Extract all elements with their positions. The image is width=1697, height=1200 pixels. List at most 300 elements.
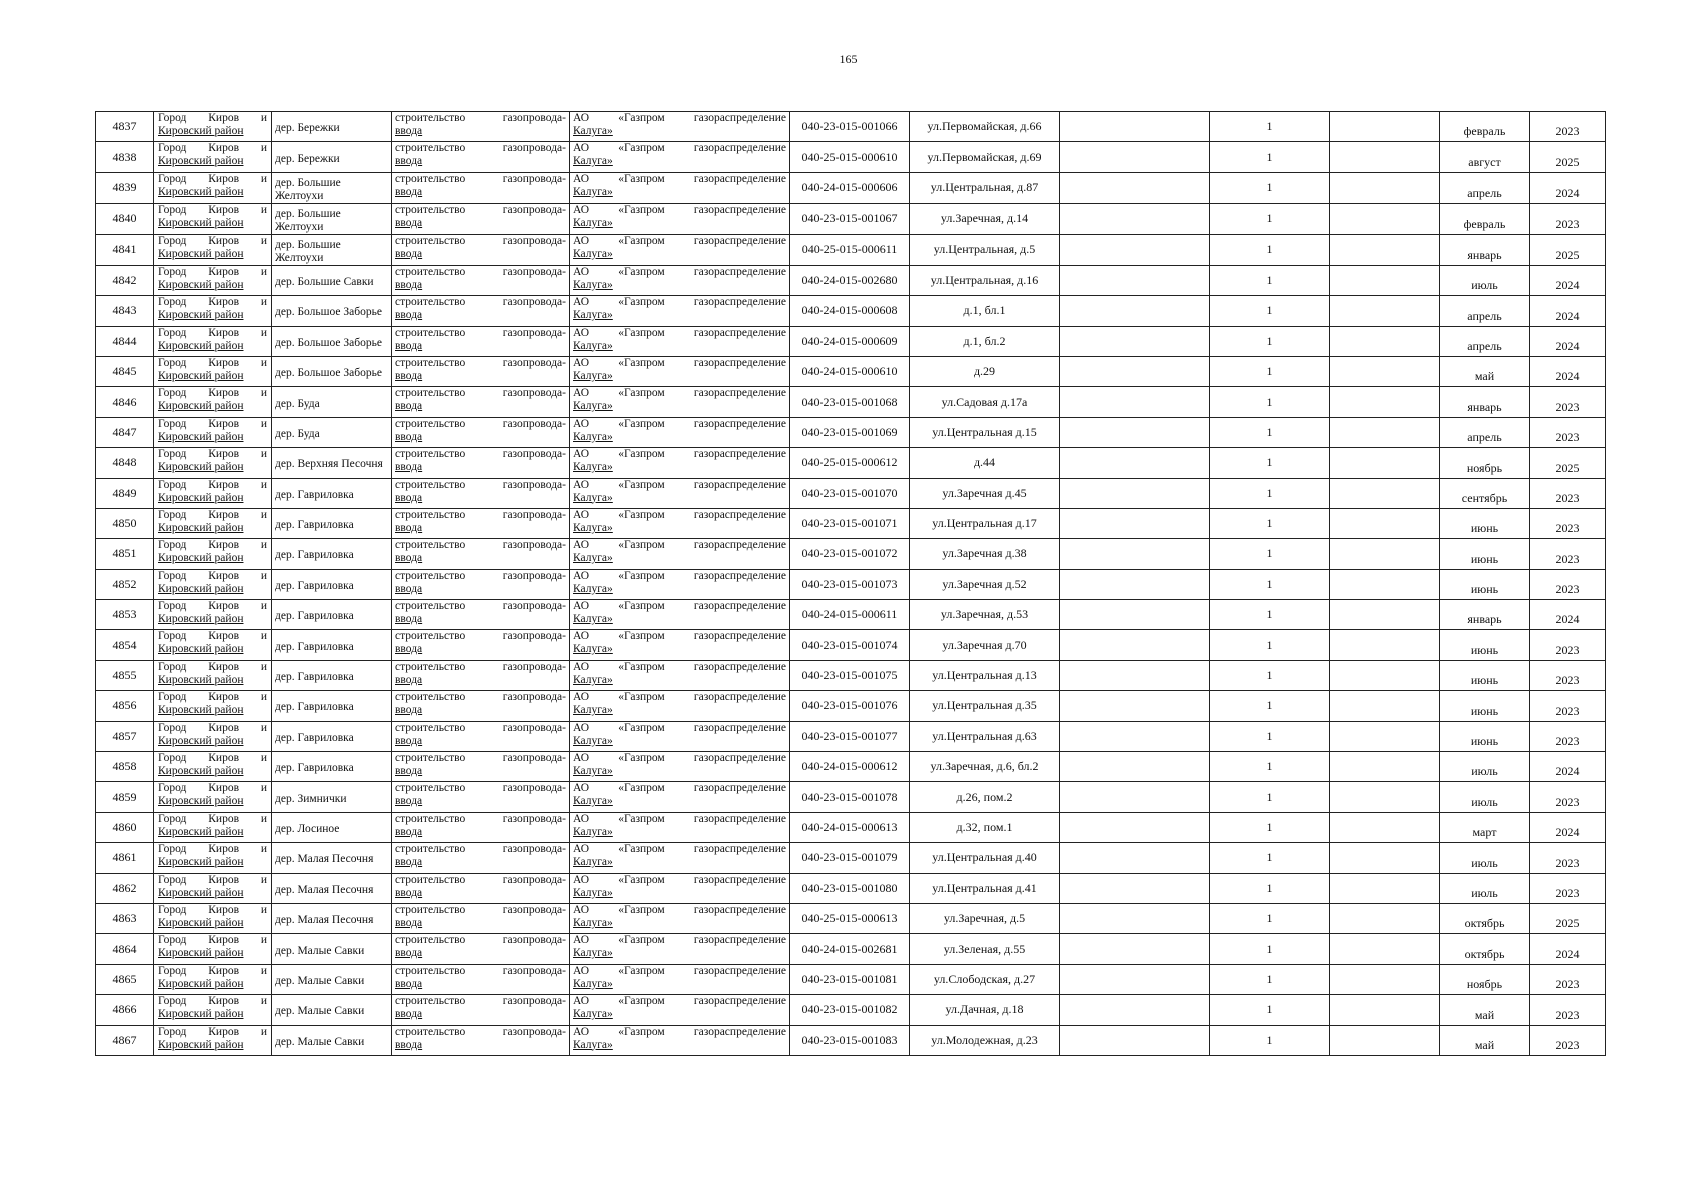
month-cell: май xyxy=(1440,1025,1530,1055)
work-type-word: газопровода- xyxy=(502,1025,566,1038)
organization-word: газораспределение xyxy=(693,995,786,1008)
work-type-cell xyxy=(392,387,570,417)
work-type-word: строительство xyxy=(395,296,466,309)
table-row xyxy=(96,356,1606,386)
organization-cell xyxy=(570,234,790,265)
empty-cell xyxy=(1330,934,1440,964)
quantity-cell: 1 xyxy=(1210,387,1330,417)
municipality-cell xyxy=(154,326,272,356)
work-type-line2: ввода xyxy=(395,461,423,474)
municipality-district: Кировский район xyxy=(158,216,244,229)
municipality-district: Кировский район xyxy=(158,185,244,198)
month-cell: июль xyxy=(1440,265,1530,295)
object-code-cell: 040-23-015-001080 xyxy=(790,873,910,903)
work-type-word: строительство xyxy=(395,448,466,461)
organization-cell xyxy=(570,721,790,751)
table-row xyxy=(96,691,1606,721)
table-row xyxy=(96,112,1606,142)
object-code-cell: 040-24-015-000610 xyxy=(790,356,910,386)
table-row xyxy=(96,630,1606,660)
month-cell: январь xyxy=(1440,387,1530,417)
organization-word: АО xyxy=(573,234,590,247)
organization-word: газораспределение xyxy=(693,691,786,704)
table-row xyxy=(96,478,1606,508)
empty-cell xyxy=(1330,203,1440,234)
work-type-word: строительство xyxy=(395,142,466,155)
year-cell: 2023 xyxy=(1530,387,1606,417)
organization-line2: Калуга» xyxy=(573,125,613,137)
row-number: 4859 xyxy=(96,782,154,812)
municipality-word: Город xyxy=(158,112,187,124)
organization-word: АО xyxy=(573,721,590,734)
village-cell: дер. Большие Желтоухи xyxy=(272,234,392,265)
organization-word: газораспределение xyxy=(693,112,786,124)
work-type-cell xyxy=(392,1025,570,1055)
work-type-line2: ввода xyxy=(395,309,423,322)
empty-cell xyxy=(1060,934,1210,964)
municipality-word: Киров xyxy=(208,782,240,795)
organization-word: «Газпром xyxy=(618,142,665,155)
month-cell: сентябрь xyxy=(1440,478,1530,508)
row-number: 4850 xyxy=(96,508,154,538)
organization-line2: Калуга» xyxy=(573,916,613,929)
empty-cell xyxy=(1060,721,1210,751)
municipality-word: и xyxy=(260,569,267,582)
village-cell: дер. Малые Савки xyxy=(272,964,392,994)
work-type-word: газопровода- xyxy=(502,539,566,552)
municipality-district: Кировский район xyxy=(158,491,244,504)
year-cell: 2025 xyxy=(1530,234,1606,265)
work-type-line2: ввода xyxy=(395,339,423,352)
table-row xyxy=(96,843,1606,873)
municipality-district: Кировский район xyxy=(158,734,244,747)
municipality-cell xyxy=(154,203,272,234)
address-cell: д.44 xyxy=(910,448,1060,478)
municipality-word: и xyxy=(260,782,267,795)
organization-word: «Газпром xyxy=(618,356,665,369)
municipality-word: Город xyxy=(158,995,187,1008)
municipality-word: Киров xyxy=(208,539,240,552)
work-type-cell xyxy=(392,356,570,386)
organization-cell xyxy=(570,660,790,690)
organization-word: АО xyxy=(573,600,590,613)
work-type-word: газопровода- xyxy=(502,478,566,491)
municipality-district: Кировский район xyxy=(158,916,244,929)
organization-word: «Газпром xyxy=(618,569,665,582)
organization-word: газораспределение xyxy=(693,265,786,278)
table-row xyxy=(96,782,1606,812)
organization-word: «Газпром xyxy=(618,508,665,521)
object-code-cell: 040-23-015-001078 xyxy=(790,782,910,812)
work-type-word: газопровода- xyxy=(502,812,566,825)
object-code-cell: 040-23-015-001068 xyxy=(790,387,910,417)
organization-word: «Газпром xyxy=(618,691,665,704)
work-type-cell xyxy=(392,752,570,782)
municipality-word: Киров xyxy=(208,630,240,643)
municipality-district: Кировский район xyxy=(158,643,244,656)
village-cell: дер. Гавриловка xyxy=(272,630,392,660)
organization-line2: Калуга» xyxy=(573,309,613,322)
work-type-word: строительство xyxy=(395,417,466,430)
table-row xyxy=(96,903,1606,933)
organization-word: АО xyxy=(573,782,590,795)
municipality-word: Город xyxy=(158,356,187,369)
organization-word: газораспределение xyxy=(693,630,786,643)
empty-cell xyxy=(1060,296,1210,326)
work-type-word: газопровода- xyxy=(502,387,566,400)
month-cell: ноябрь xyxy=(1440,448,1530,478)
empty-cell xyxy=(1060,812,1210,842)
address-cell: ул.Заречная д.38 xyxy=(910,539,1060,569)
work-type-line2: ввода xyxy=(395,704,423,717)
year-cell: 2023 xyxy=(1530,873,1606,903)
work-type-word: газопровода- xyxy=(502,721,566,734)
municipality-word: Киров xyxy=(208,752,240,765)
address-cell: ул.Зеленая, д.55 xyxy=(910,934,1060,964)
municipality-word: Город xyxy=(158,478,187,491)
row-number: 4840 xyxy=(96,203,154,234)
row-number: 4866 xyxy=(96,995,154,1025)
municipality-word: Город xyxy=(158,964,187,977)
table-row xyxy=(96,934,1606,964)
year-cell: 2024 xyxy=(1530,172,1606,203)
organization-word: АО xyxy=(573,326,590,339)
organization-word: «Газпром xyxy=(618,448,665,461)
table-row xyxy=(96,721,1606,751)
municipality-word: Город xyxy=(158,296,187,309)
month-cell: ноябрь xyxy=(1440,964,1530,994)
table-row xyxy=(96,995,1606,1025)
municipality-district: Кировский район xyxy=(158,795,244,808)
work-type-word: строительство xyxy=(395,539,466,552)
empty-cell xyxy=(1060,448,1210,478)
organization-line2: Калуга» xyxy=(573,704,613,717)
work-type-word: газопровода- xyxy=(502,782,566,795)
work-type-word: строительство xyxy=(395,265,466,278)
village-cell: дер. Малые Савки xyxy=(272,995,392,1025)
organization-line2: Калуга» xyxy=(573,643,613,656)
municipality-district: Кировский район xyxy=(158,582,244,595)
empty-cell xyxy=(1330,660,1440,690)
empty-cell xyxy=(1330,873,1440,903)
quantity-cell: 1 xyxy=(1210,1025,1330,1055)
empty-cell xyxy=(1330,691,1440,721)
municipality-cell xyxy=(154,172,272,203)
work-type-word: газопровода- xyxy=(502,691,566,704)
work-type-word: газопровода- xyxy=(502,296,566,309)
municipality-word: Киров xyxy=(208,326,240,339)
work-type-word: газопровода- xyxy=(502,569,566,582)
organization-word: АО xyxy=(573,265,590,278)
municipality-cell xyxy=(154,569,272,599)
organization-word: АО xyxy=(573,630,590,643)
row-number: 4864 xyxy=(96,934,154,964)
work-type-line2: ввода xyxy=(395,947,423,960)
year-cell: 2023 xyxy=(1530,691,1606,721)
row-number: 4853 xyxy=(96,600,154,630)
work-type-word: газопровода- xyxy=(502,326,566,339)
organization-word: «Газпром xyxy=(618,539,665,552)
municipality-cell xyxy=(154,782,272,812)
municipality-word: Город xyxy=(158,752,187,765)
work-type-word: строительство xyxy=(395,903,466,916)
organization-cell xyxy=(570,995,790,1025)
address-cell: д.1, бл.1 xyxy=(910,296,1060,326)
address-cell: ул.Заречная д.70 xyxy=(910,630,1060,660)
organization-cell xyxy=(570,630,790,660)
row-number: 4855 xyxy=(96,660,154,690)
year-cell: 2023 xyxy=(1530,843,1606,873)
quantity-cell: 1 xyxy=(1210,873,1330,903)
year-cell: 2024 xyxy=(1530,600,1606,630)
quantity-cell: 1 xyxy=(1210,265,1330,295)
row-number: 4856 xyxy=(96,691,154,721)
month-cell: июнь xyxy=(1440,630,1530,660)
empty-cell xyxy=(1060,660,1210,690)
object-code-cell: 040-24-015-000611 xyxy=(790,600,910,630)
work-type-cell xyxy=(392,172,570,203)
village-cell: дер. Малая Песочня xyxy=(272,873,392,903)
work-type-line2: ввода xyxy=(395,765,423,778)
organization-word: АО xyxy=(573,112,590,124)
municipality-word: Киров xyxy=(208,843,240,856)
municipality-district: Кировский район xyxy=(158,400,244,413)
table-row xyxy=(96,508,1606,538)
organization-word: газораспределение xyxy=(693,721,786,734)
quantity-cell: 1 xyxy=(1210,569,1330,599)
quantity-cell: 1 xyxy=(1210,843,1330,873)
municipality-word: Город xyxy=(158,812,187,825)
organization-line2: Калуга» xyxy=(573,856,613,869)
municipality-word: Киров xyxy=(208,1025,240,1038)
organization-word: «Газпром xyxy=(618,1025,665,1038)
municipality-word: Киров xyxy=(208,234,240,247)
organization-line2: Калуга» xyxy=(573,339,613,352)
year-cell: 2025 xyxy=(1530,142,1606,172)
empty-cell xyxy=(1060,903,1210,933)
year-cell: 2023 xyxy=(1530,721,1606,751)
work-type-line2: ввода xyxy=(395,278,423,291)
work-type-word: строительство xyxy=(395,508,466,521)
organization-word: газораспределение xyxy=(693,296,786,309)
organization-word: газораспределение xyxy=(693,600,786,613)
municipality-word: и xyxy=(260,326,267,339)
organization-word: АО xyxy=(573,569,590,582)
year-cell: 2023 xyxy=(1530,782,1606,812)
quantity-cell: 1 xyxy=(1210,172,1330,203)
organization-line2: Калуга» xyxy=(573,947,613,960)
object-code-cell: 040-23-015-001070 xyxy=(790,478,910,508)
municipality-word: Город xyxy=(158,265,187,278)
municipality-cell xyxy=(154,721,272,751)
empty-cell xyxy=(1060,478,1210,508)
municipality-word: Киров xyxy=(208,142,240,155)
municipality-word: Город xyxy=(158,873,187,886)
year-cell: 2023 xyxy=(1530,660,1606,690)
year-cell: 2023 xyxy=(1530,203,1606,234)
month-cell: январь xyxy=(1440,600,1530,630)
organization-word: АО xyxy=(573,691,590,704)
village-cell: дер. Гавриловка xyxy=(272,660,392,690)
work-type-line2: ввода xyxy=(395,369,423,382)
address-cell: ул.Садовая д.17а xyxy=(910,387,1060,417)
organization-word: АО xyxy=(573,934,590,947)
empty-cell xyxy=(1330,569,1440,599)
empty-cell xyxy=(1060,782,1210,812)
row-number: 4839 xyxy=(96,172,154,203)
object-code-cell: 040-23-015-001067 xyxy=(790,203,910,234)
municipality-cell xyxy=(154,1025,272,1055)
organization-word: газораспределение xyxy=(693,142,786,155)
work-type-line2: ввода xyxy=(395,247,423,260)
organization-cell xyxy=(570,843,790,873)
table-row xyxy=(96,387,1606,417)
organization-word: «Газпром xyxy=(618,903,665,916)
row-number: 4858 xyxy=(96,752,154,782)
organization-cell xyxy=(570,387,790,417)
organization-cell xyxy=(570,873,790,903)
work-type-line2: ввода xyxy=(395,430,423,443)
municipality-word: и xyxy=(260,630,267,643)
quantity-cell: 1 xyxy=(1210,356,1330,386)
object-code-cell: 040-23-015-001072 xyxy=(790,539,910,569)
organization-word: газораспределение xyxy=(693,387,786,400)
organization-word: «Газпром xyxy=(618,387,665,400)
address-cell: д.26, пом.2 xyxy=(910,782,1060,812)
municipality-word: Город xyxy=(158,142,187,155)
work-type-line2: ввода xyxy=(395,155,423,168)
organization-word: «Газпром xyxy=(618,964,665,977)
work-type-line2: ввода xyxy=(395,613,423,626)
organization-word: «Газпром xyxy=(618,873,665,886)
municipality-district: Кировский район xyxy=(158,886,244,899)
year-cell: 2024 xyxy=(1530,326,1606,356)
municipality-word: и xyxy=(260,600,267,613)
organization-cell xyxy=(570,508,790,538)
quantity-cell: 1 xyxy=(1210,142,1330,172)
organization-cell xyxy=(570,326,790,356)
organization-word: АО xyxy=(573,812,590,825)
empty-cell xyxy=(1060,203,1210,234)
object-code-cell: 040-23-015-001074 xyxy=(790,630,910,660)
municipality-district: Кировский район xyxy=(158,947,244,960)
row-number: 4857 xyxy=(96,721,154,751)
municipality-word: Киров xyxy=(208,417,240,430)
organization-cell xyxy=(570,812,790,842)
organization-word: АО xyxy=(573,873,590,886)
work-type-word: газопровода- xyxy=(502,112,566,124)
work-type-word: строительство xyxy=(395,112,466,124)
empty-cell xyxy=(1060,873,1210,903)
empty-cell xyxy=(1060,356,1210,386)
municipality-word: Город xyxy=(158,172,187,185)
empty-cell xyxy=(1060,387,1210,417)
organization-line2: Калуга» xyxy=(573,247,613,260)
quantity-cell: 1 xyxy=(1210,326,1330,356)
work-type-word: строительство xyxy=(395,812,466,825)
object-code-cell: 040-24-015-002681 xyxy=(790,934,910,964)
municipality-word: Киров xyxy=(208,203,240,216)
empty-cell xyxy=(1330,265,1440,295)
month-cell: апрель xyxy=(1440,326,1530,356)
organization-word: «Газпром xyxy=(618,782,665,795)
empty-cell xyxy=(1060,964,1210,994)
row-number: 4848 xyxy=(96,448,154,478)
village-cell: дер. Лосиное xyxy=(272,812,392,842)
organization-word: газораспределение xyxy=(693,234,786,247)
address-cell: ул.Заречная д.52 xyxy=(910,569,1060,599)
municipality-cell xyxy=(154,508,272,538)
work-type-cell xyxy=(392,508,570,538)
municipality-district: Кировский район xyxy=(158,278,244,291)
empty-cell xyxy=(1330,630,1440,660)
object-code-cell: 040-24-015-000613 xyxy=(790,812,910,842)
municipality-cell xyxy=(154,112,272,142)
address-cell: ул.Центральная д.41 xyxy=(910,873,1060,903)
empty-cell xyxy=(1060,752,1210,782)
organization-cell xyxy=(570,478,790,508)
month-cell: июль xyxy=(1440,843,1530,873)
municipality-word: и xyxy=(260,691,267,704)
month-cell: март xyxy=(1440,812,1530,842)
organization-cell xyxy=(570,1025,790,1055)
year-cell: 2024 xyxy=(1530,812,1606,842)
organization-word: «Газпром xyxy=(618,203,665,216)
table-row xyxy=(96,539,1606,569)
object-code-cell: 040-23-015-001076 xyxy=(790,691,910,721)
municipality-district: Кировский район xyxy=(158,521,244,534)
work-type-word: строительство xyxy=(395,721,466,734)
organization-word: «Газпром xyxy=(618,600,665,613)
work-type-line2: ввода xyxy=(395,521,423,534)
quantity-cell: 1 xyxy=(1210,903,1330,933)
object-code-cell: 040-23-015-001077 xyxy=(790,721,910,751)
municipality-word: Киров xyxy=(208,508,240,521)
work-type-line2: ввода xyxy=(395,643,423,656)
municipality-word: и xyxy=(260,203,267,216)
table-row xyxy=(96,1025,1606,1055)
year-cell: 2023 xyxy=(1530,417,1606,447)
municipality-cell xyxy=(154,600,272,630)
month-cell: июнь xyxy=(1440,691,1530,721)
object-code-cell: 040-24-015-000606 xyxy=(790,172,910,203)
work-type-cell xyxy=(392,995,570,1025)
village-cell: дер. Малая Песочня xyxy=(272,903,392,933)
municipality-word: Город xyxy=(158,234,187,247)
municipality-word: Киров xyxy=(208,478,240,491)
municipality-district: Кировский район xyxy=(158,247,244,260)
organization-word: газораспределение xyxy=(693,660,786,673)
address-cell: ул.Центральная, д.16 xyxy=(910,265,1060,295)
row-number: 4845 xyxy=(96,356,154,386)
village-cell: дер. Бережки xyxy=(272,142,392,172)
month-cell: июнь xyxy=(1440,508,1530,538)
organization-word: АО xyxy=(573,296,590,309)
empty-cell xyxy=(1060,326,1210,356)
address-cell: ул.Центральная, д.87 xyxy=(910,172,1060,203)
organization-word: «Газпром xyxy=(618,630,665,643)
organization-line2: Калуга» xyxy=(573,278,613,291)
municipality-word: Город xyxy=(158,691,187,704)
organization-line2: Калуга» xyxy=(573,155,613,168)
empty-cell xyxy=(1060,417,1210,447)
village-cell: дер. Большое Заборье xyxy=(272,356,392,386)
organization-cell xyxy=(570,539,790,569)
year-cell: 2023 xyxy=(1530,478,1606,508)
organization-word: АО xyxy=(573,660,590,673)
quantity-cell: 1 xyxy=(1210,934,1330,964)
organization-cell xyxy=(570,448,790,478)
